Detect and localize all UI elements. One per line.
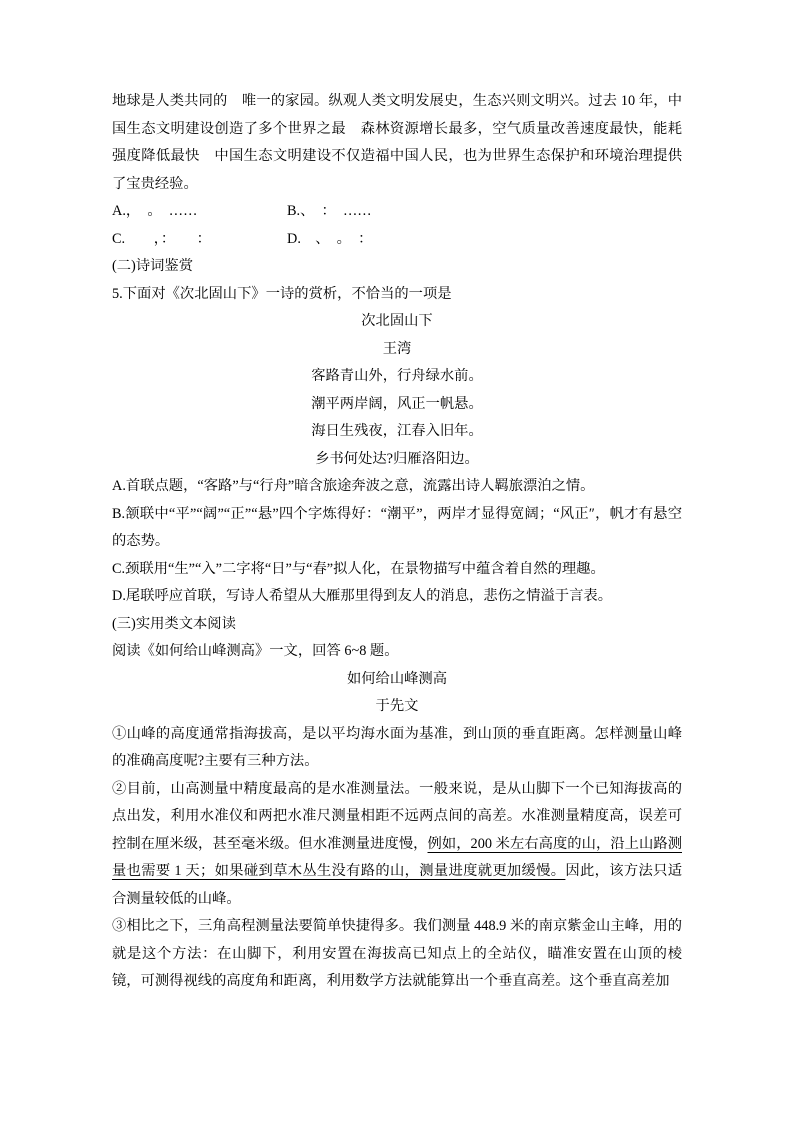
essay-paragraph-3	[112, 913, 682, 996]
text-run: 王湾	[382, 340, 412, 357]
essay-paragraph-2	[112, 776, 682, 914]
punctuation-option-row-cd	[112, 226, 682, 254]
section-ii-heading	[112, 253, 682, 281]
document-body	[112, 88, 682, 996]
essay-author	[112, 693, 682, 721]
intro-paragraph	[112, 88, 682, 198]
text-run: 因此，该方法只适合测量较低的山峰。	[112, 863, 683, 907]
essay-title	[112, 666, 682, 694]
reading-instruction	[112, 638, 682, 666]
text-run: 海日生残夜，江春入旧年。	[311, 423, 483, 439]
poem-line-3	[112, 418, 682, 446]
poem-line-2	[112, 391, 682, 419]
punctuation-option-row-cd-left: C. ，： ：	[112, 230, 211, 247]
section-iii-heading	[112, 611, 682, 639]
punctuation-option-row-ab-right: B.、 ： ……	[287, 203, 372, 219]
text-run: C.颈联用“生”“入”二字将“日”与“春”拟人化，在景物描写中蕴含着自然的理趣。	[112, 560, 605, 577]
question-5-option-a	[112, 473, 682, 501]
text-run: ②目前，山高测量中精度最高的是水准测量法。一般来说，是从山脚下一个已知海拔高的点出发，利用水准仪和两把水准尺测量相距不远两点间的高差。水准测量精度高，误差可控制在厘米级，甚至毫米级。但水准测量进度慢，	[112, 780, 682, 852]
punctuation-option-row-ab-left: A.， 。 ……	[112, 203, 198, 219]
poem-title	[112, 308, 682, 336]
text-run: 如何给山峰测高	[346, 670, 448, 687]
text-run: 阅读《如何给山峰测高》一文，回答 6~8 题。	[112, 643, 399, 659]
question-5-stem	[112, 281, 682, 309]
text-run: (二)诗词鉴赏	[112, 258, 194, 274]
text-run: 地球是人类共同的 唯一的家园。纵观人类文明发展史，生态兴则文明兴。过去 10 年，中国生态文明建设创造了多个世界之最 森林资源增长最多，空气质量改善速度最快，能耗强度降低最快 中国生态文明建设不仅造福中国人民，也为世界生态保护和环境治理提供了宝贵经验。	[112, 93, 682, 192]
text-run: ③相比之下，三角高程测量法要简单快捷得多。我们测量 448.9 米的南京紫金山主峰，用的就是这个方法：在山脚下，利用安置在海拔高已知点上的全站仪，瞄准安置在山顶的棱镜，可测得视线的高度角和距离，利用数学方法就能算出一个垂直高差。这个垂直高差加	[112, 918, 682, 989]
text-run: 客路青山外，行舟绿水前。	[311, 368, 483, 384]
text-run: 潮平两岸阔，风正一帆悬。	[311, 395, 483, 412]
essay-paragraph-1	[112, 721, 682, 776]
text-run: A.首联点题，“客路”与“行舟”暗含旅途奔波之意，流露出诗人羁旅漂泊之情。	[112, 478, 595, 494]
poem-line-4	[112, 446, 682, 474]
text-run: 乡书何处达?归雁洛阳边。	[315, 450, 479, 467]
text-run: D.尾联呼应首联，写诗人希望从大雁那里得到友人的消息，悲伤之情溢于言表。	[112, 588, 612, 604]
poem-author	[112, 336, 682, 364]
text-run: (三)实用类文本阅读	[112, 615, 236, 632]
punctuation-option-row-cd-right: D. 、 。 ：	[287, 230, 373, 247]
text-run: 5.下面对《次北固山下》一诗的赏析，不恰当的一项是	[112, 285, 452, 302]
underlined-text: 例如，200 米左右高度的山，沿上山路测量也需要 1 天；如果碰到草木丛生没有路的山，测量进度就更加缓慢。	[112, 835, 682, 879]
punctuation-option-row-ab	[112, 198, 682, 226]
question-5-option-c	[112, 556, 682, 584]
text-run: B.颔联中“平”“阔”“正”“悬”四个字炼得好：“潮平”，两岸才显得宽阔；“风正″，帆才有悬空的态势。	[112, 505, 682, 549]
text-run: ①山峰的高度通常指海拔高，是以平均海水面为基准，到山顶的垂直距离。怎样测量山峰的准确高度呢?主要有三种方法。	[112, 725, 682, 769]
question-5-option-d	[112, 583, 682, 611]
text-run: 于先文	[375, 698, 419, 714]
poem-line-1	[112, 363, 682, 391]
text-run: 次北固山下	[361, 313, 433, 329]
question-5-option-b	[112, 501, 682, 556]
